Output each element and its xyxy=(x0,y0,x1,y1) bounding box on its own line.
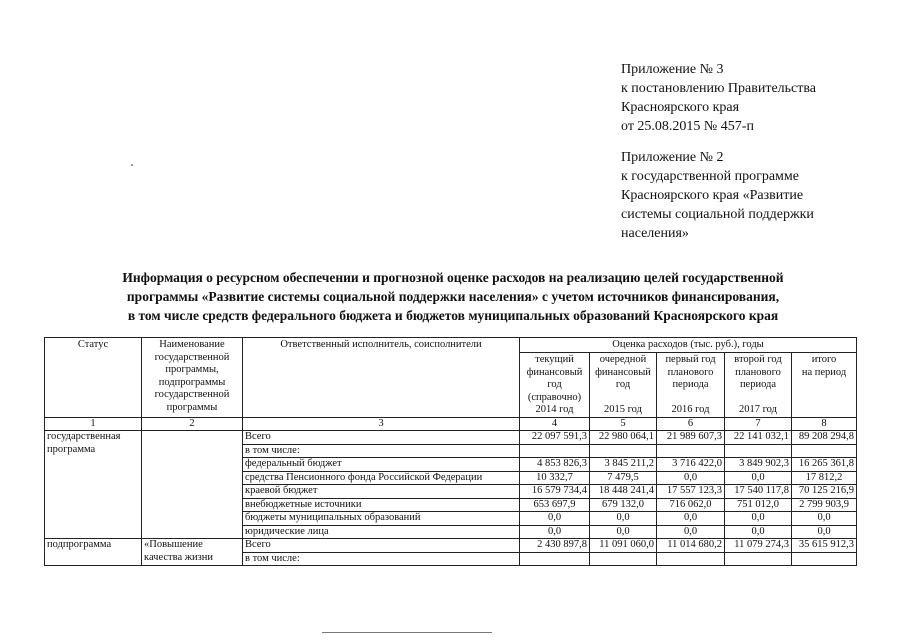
executor-cell: Всего xyxy=(243,431,520,445)
value-cell: 0,0 xyxy=(657,512,725,526)
name-cell: «Повышение качества жизни xyxy=(142,539,243,566)
executor-cell: в том числе: xyxy=(243,552,520,566)
value-cell: 0,0 xyxy=(725,512,792,526)
title-line: программы «Развитие системы социальной поддержки населения» с учетом источников финансирования, xyxy=(126,289,780,304)
header-estimate: Оценка расходов (тыс. руб.), годы xyxy=(520,338,857,353)
appendix-line: к государственной программе xyxy=(621,169,799,184)
col-number: 6 xyxy=(657,417,725,431)
value-cell xyxy=(657,552,725,566)
executor-cell: федеральный бюджет xyxy=(243,458,520,472)
status-cell: подпрограмма xyxy=(45,539,142,566)
appendix-3-note xyxy=(621,60,816,136)
table-row xyxy=(45,431,857,445)
value-cell: 21 989 607,3 xyxy=(657,431,725,445)
header-year-2016: первый год планового периода 2016 год xyxy=(657,353,725,418)
value-cell: 16 579 734,4 xyxy=(520,485,590,499)
col-number: 7 xyxy=(725,417,792,431)
value-cell: 3 716 422,0 xyxy=(657,458,725,472)
executor-cell: внебюджетные источники xyxy=(243,498,520,512)
appendix-line: Приложение № 3 xyxy=(621,62,724,77)
value-cell: 0,0 xyxy=(725,525,792,539)
col-number: 5 xyxy=(590,417,657,431)
value-cell: 0,0 xyxy=(590,512,657,526)
value-cell: 17 540 117,8 xyxy=(725,485,792,499)
appendix-line: населения» xyxy=(621,226,689,241)
title-line: в том числе средств федерального бюджета и бюджетов муниципальных образований Красноярского края xyxy=(127,308,779,323)
col-number: 1 xyxy=(45,417,142,431)
appendix-line: от 25.08.2015 № 457-п xyxy=(621,119,754,134)
executor-cell: краевой бюджет xyxy=(243,485,520,499)
value-cell xyxy=(725,444,792,458)
name-cell xyxy=(142,431,243,539)
value-cell: 0,0 xyxy=(792,525,857,539)
value-cell xyxy=(590,552,657,566)
header-name: Наименование государственной программы, подпрограммы государственной программы xyxy=(142,338,243,418)
value-cell: 2 430 897,8 xyxy=(520,539,590,553)
value-cell: 0,0 xyxy=(590,525,657,539)
value-cell: 11 079 274,3 xyxy=(725,539,792,553)
column-numbers-row xyxy=(45,417,857,431)
value-cell: 0,0 xyxy=(725,471,792,485)
value-cell xyxy=(792,444,857,458)
appendix-line: к постановлению Правительства xyxy=(621,81,817,96)
value-cell: 679 132,0 xyxy=(590,498,657,512)
page-footer-rule xyxy=(322,632,492,633)
header-row xyxy=(45,338,857,353)
value-cell: 0,0 xyxy=(520,512,590,526)
appendix-2-note xyxy=(621,148,814,243)
appendix-line: Приложение № 2 xyxy=(621,150,724,165)
value-cell: 16 265 361,8 xyxy=(792,458,857,472)
col-number: 8 xyxy=(792,417,857,431)
executor-cell: Всего xyxy=(243,539,520,553)
value-cell: 35 615 912,3 xyxy=(792,539,857,553)
title-line: Информация о ресурсном обеспечении и прогнозной оценке расходов на реализацию целей государственной xyxy=(122,270,784,285)
header-year-2015: очередной финансовый год 2015 год xyxy=(590,353,657,418)
document-title xyxy=(40,268,866,325)
header-executor: Ответственный исполнитель, соисполнители xyxy=(243,338,520,418)
table-row xyxy=(45,539,857,553)
executor-cell: в том числе: xyxy=(243,444,520,458)
value-cell: 3 845 211,2 xyxy=(590,458,657,472)
value-cell xyxy=(520,444,590,458)
value-cell: 22 097 591,3 xyxy=(520,431,590,445)
value-cell: 17 812,2 xyxy=(792,471,857,485)
value-cell: 653 697,9 xyxy=(520,498,590,512)
value-cell: 3 849 902,3 xyxy=(725,458,792,472)
appendix-line: Красноярского края xyxy=(621,100,740,115)
value-cell xyxy=(657,444,725,458)
value-cell: 70 125 216,9 xyxy=(792,485,857,499)
value-cell: 17 557 123,3 xyxy=(657,485,725,499)
executor-cell: юридические лица xyxy=(243,525,520,539)
value-cell: 0,0 xyxy=(520,525,590,539)
col-number: 3 xyxy=(243,417,520,431)
value-cell: 0,0 xyxy=(657,471,725,485)
executor-cell: средства Пенсионного фонда Российской Федерации xyxy=(243,471,520,485)
header-year-2014: текущий финансовый год (справочно) 2014 год xyxy=(520,353,590,418)
col-number: 4 xyxy=(520,417,590,431)
value-cell: 18 448 241,4 xyxy=(590,485,657,499)
value-cell: 751 012,0 xyxy=(725,498,792,512)
value-cell: 4 853 826,3 xyxy=(520,458,590,472)
value-cell: 716 062,0 xyxy=(657,498,725,512)
value-cell: 22 141 032,1 xyxy=(725,431,792,445)
value-cell: 2 799 903,9 xyxy=(792,498,857,512)
appendix-line: Красноярского края «Развитие xyxy=(621,188,804,203)
scan-speck xyxy=(131,164,133,166)
status-cell: государственная программа xyxy=(45,431,142,539)
funding-table xyxy=(44,337,857,566)
value-cell: 11 091 060,0 xyxy=(590,539,657,553)
value-cell: 0,0 xyxy=(657,525,725,539)
value-cell xyxy=(792,552,857,566)
col-number: 2 xyxy=(142,417,243,431)
value-cell: 22 980 064,1 xyxy=(590,431,657,445)
appendix-line: системы социальной поддержки xyxy=(621,207,814,222)
value-cell xyxy=(725,552,792,566)
header-year-2017: второй год планового периода 2017 год xyxy=(725,353,792,418)
header-total: итого на период xyxy=(792,353,857,418)
value-cell xyxy=(520,552,590,566)
value-cell: 10 332,7 xyxy=(520,471,590,485)
header-status: Статус xyxy=(45,338,142,418)
value-cell xyxy=(590,444,657,458)
value-cell: 0,0 xyxy=(792,512,857,526)
value-cell: 11 014 680,2 xyxy=(657,539,725,553)
value-cell: 7 479,5 xyxy=(590,471,657,485)
value-cell: 89 208 294,8 xyxy=(792,431,857,445)
executor-cell: бюджеты муниципальных образований xyxy=(243,512,520,526)
